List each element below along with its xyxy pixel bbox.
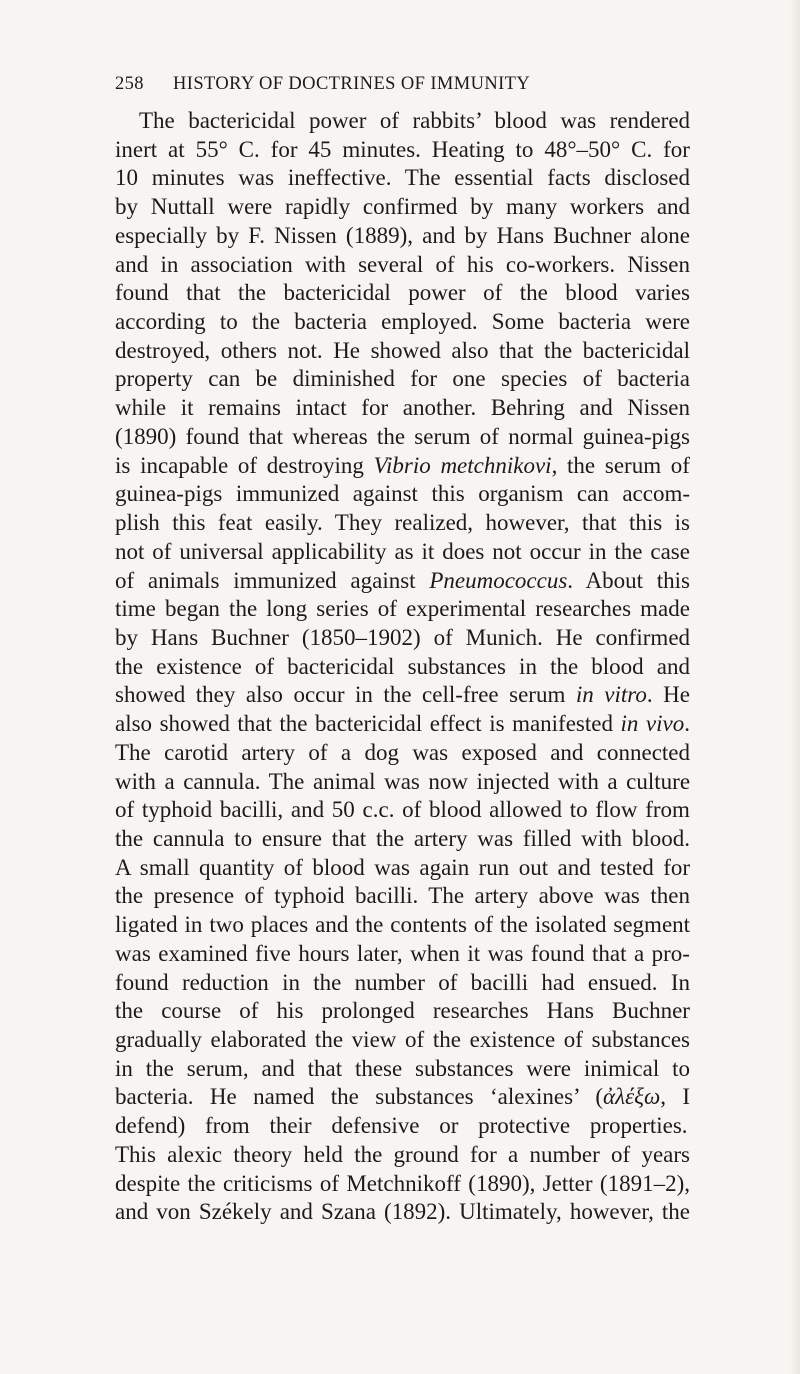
text-segment: according to the bacteria employed. Some bacteria were xyxy=(115,309,690,335)
text-line xyxy=(115,681,690,710)
text-line xyxy=(115,1112,690,1141)
text-line xyxy=(115,279,690,308)
page-edge-shadow xyxy=(790,0,800,1374)
text-line xyxy=(115,193,690,222)
text-line xyxy=(115,882,690,911)
text-line xyxy=(115,164,690,193)
text-line xyxy=(115,136,690,165)
text-line xyxy=(115,825,690,854)
body-paragraph xyxy=(115,107,690,1227)
text-line xyxy=(115,452,690,481)
text-segment: by Nuttall were rapidly confirmed by many workers and xyxy=(115,194,691,220)
text-segment: was examined five hours later, when it was found that a pro- xyxy=(115,940,690,966)
text-segment: of animals immunized against xyxy=(115,567,430,593)
text-segment: , I xyxy=(660,1084,691,1110)
text-segment: with a cannula. The animal was now injected with a culture xyxy=(115,768,691,794)
text-line xyxy=(115,337,690,366)
text-segment: of typhoid bacilli, and 50 c.c. of blood allowed to flow from xyxy=(115,797,690,823)
text-line xyxy=(115,1141,690,1170)
text-line xyxy=(115,480,690,509)
text-line xyxy=(115,911,690,940)
text-line xyxy=(115,107,690,136)
text-segment: guinea-pigs immunized against this organism can accom- xyxy=(115,481,690,507)
text-segment: , the serum of xyxy=(551,452,690,478)
text-line xyxy=(115,222,690,251)
text-segment: destroyed, others not. He showed also that the bactericidal xyxy=(115,337,690,363)
italic-term: ἀλέξω xyxy=(603,1084,661,1110)
text-segment: A small quantity of blood was again run out and tested for xyxy=(115,854,691,880)
text-segment: in the serum, and that these substances were inimical to xyxy=(115,1055,690,1081)
text-segment: while it remains intact for another. Behring and Nissen xyxy=(115,395,690,421)
text-segment: The carotid artery of a dog was exposed and connected xyxy=(115,739,691,765)
text-segment: . He xyxy=(646,682,690,708)
text-segment: . About this xyxy=(567,567,690,593)
text-segment: defend) from their defensive or protective properties. xyxy=(115,1113,688,1139)
text-segment: plish this feat easily. They realized, however, that this is xyxy=(115,510,691,536)
text-segment: not of universal applicability as it does not occur in the case xyxy=(115,538,690,564)
running-head-title: HISTORY OF DOCTRINES OF IMMUNITY xyxy=(173,74,531,94)
text-line xyxy=(115,997,690,1026)
text-segment: is incapable of destroying xyxy=(115,452,374,478)
italic-term: Vibrio metchnikovi xyxy=(373,452,552,478)
text-line xyxy=(115,653,690,682)
italic-term: Pneumococcus xyxy=(429,567,568,593)
text-segment: also showed that the bactericidal effect is manifested xyxy=(115,711,621,737)
text-segment: despite the criticisms of Metchnikoff (1890), Jetter (1891–2), xyxy=(115,1170,690,1196)
italic-term: in vitro xyxy=(575,682,647,708)
text-segment: inert at 55° C. for 45 minutes. Heating to 48°–50° C. for xyxy=(115,136,690,162)
text-segment: found that the bactericidal power of the blood varies xyxy=(115,280,690,306)
text-line xyxy=(115,423,690,452)
text-line xyxy=(115,251,690,280)
text-segment: ligated in two places and the contents of the isolated segment xyxy=(115,912,691,938)
page-number: 258 xyxy=(115,74,144,94)
text-segment: bacteria. He named the substances ‘alexines’ ( xyxy=(115,1084,604,1110)
text-segment: and von Székely and Szana (1892). Ultimately, however, the xyxy=(115,1199,691,1225)
text-segment: time began the long series of experimental researches made xyxy=(115,596,690,622)
text-segment: (1890) found that whereas the serum of normal guinea-pigs xyxy=(115,423,690,449)
text-segment: especially by F. Nissen (1889), and by Hans Buchner alone xyxy=(115,222,690,248)
text-line xyxy=(115,509,690,538)
text-line xyxy=(115,1170,690,1199)
text-line xyxy=(115,308,690,337)
text-line xyxy=(115,796,690,825)
text-line xyxy=(115,710,690,739)
text-line xyxy=(115,624,690,653)
text-segment: the existence of bactericidal substances in the blood and xyxy=(115,653,690,679)
text-line xyxy=(115,969,690,998)
text-line xyxy=(115,768,690,797)
text-line xyxy=(115,567,690,596)
running-head xyxy=(115,74,690,100)
text-line xyxy=(115,1026,690,1055)
text-line xyxy=(115,538,690,567)
text-segment: . xyxy=(684,711,690,737)
text-segment: by Hans Buchner (1850–1902) of Munich. He confirmed xyxy=(115,624,691,650)
text-segment: and in association with several of his co-workers. Nissen xyxy=(115,251,690,277)
text-segment: the presence of typhoid bacilli. The artery above was then xyxy=(115,883,690,909)
text-segment: The bactericidal power of rabbits’ blood was rendered xyxy=(139,108,691,133)
text-line xyxy=(115,940,690,969)
text-segment: the course of his prolonged researches Hans Buchner xyxy=(115,998,690,1024)
text-segment: 10 minutes was ineffective. The essential facts disclosed xyxy=(115,165,690,191)
text-segment: the cannula to ensure that the artery was filled with blood. xyxy=(115,825,690,851)
italic-term: in vivo xyxy=(620,711,685,737)
text-segment: gradually elaborated the view of the existence of substances xyxy=(115,1027,690,1052)
text-line xyxy=(115,595,690,624)
text-line xyxy=(115,1198,690,1227)
text-segment: found reduction in the number of bacilli had ensued. In xyxy=(115,969,690,995)
text-line xyxy=(115,1055,690,1084)
text-segment: This alexic theory held the ground for a number of years xyxy=(115,1141,690,1167)
text-line xyxy=(115,739,690,768)
text-segment: showed they also occur in the cell-free serum xyxy=(115,682,576,708)
text-line xyxy=(115,1083,690,1112)
text-line xyxy=(115,394,690,423)
text-line xyxy=(115,365,690,394)
text-segment: property can be diminished for one species of bacteria xyxy=(115,366,691,392)
text-line xyxy=(115,854,690,883)
